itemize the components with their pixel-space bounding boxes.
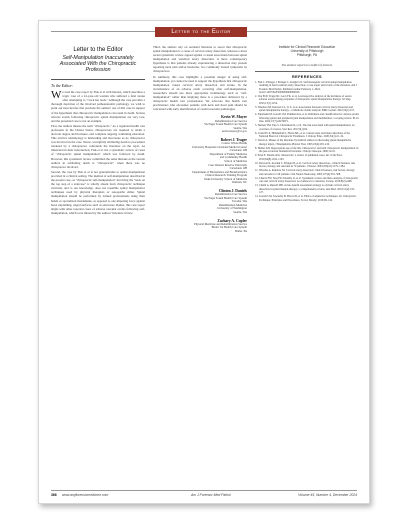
author-institution bbox=[255, 45, 359, 58]
author-affiliation-line: kevin.mayer@va.gov bbox=[222, 129, 247, 134]
author-affiliation-line: University of Washington bbox=[217, 206, 247, 211]
author-affiliation-line: Cleveland, OH bbox=[229, 148, 247, 153]
author-affiliation-line: University Hospitals Cleveland Medical Center bbox=[192, 144, 247, 149]
author-affiliation-line: Case Western Reserve University bbox=[208, 162, 247, 167]
body-paragraph: Second, the case by Fisk et al is not generalizable to spinal manipulation provided in a clinical setting. The method of self-manipulation described in the present case, as "chiropractic self-manipulation" involving the "neck on the top step of a staircase" is wholly absent from chiropractic technique curricula, and to our knowledge, does not resemble spinal manipulative techniques used by physical therapists or osteopaths either. Spinal manipulation should be performed by trained professionals using their hands or specialized instruments, as opposed to one imposing force against hard, unyielding, edged surfaces such as staircases. Rather, this case report aligns with other reported cases of adverse vascular events following self-manipulation, which were missed by the authors' literature review. bbox=[51, 170, 145, 215]
author-affiliation-line: Seattle, WA bbox=[233, 209, 247, 214]
author-affiliation-line: Butler, PA bbox=[235, 229, 247, 233]
issue-info: Volume 45, Number 4, December 2024 bbox=[298, 493, 357, 498]
body-paragraph: In summary, this case highlights a potential danger of using self-manipulation, yet cannot be used to support the hypothesis that chiropractic manipulation causes cervical artery dissection and stroke. In the circumstance of an adverse event occurring after self-manipulation, researchers should use more appropriate terminology such as "self-manipulation" rather than implying there is a procedure delivered by a chiropractic health care professional. We advocate that health care practitioners who encounter patients with neck and head pain should be concerned with early identification of cerebrovascular pathologies. bbox=[153, 74, 247, 112]
author-block bbox=[153, 115, 247, 134]
reference-item: 4. Funabashi M, Gorrell LM, Pohlman KA, et al. Definition and classification for adverse events following spinal and peripheral joint manipulation and mobilization: a scoping review. PLoS One. 2022;17(7):e0270671. bbox=[255, 113, 359, 124]
author-affiliation-line: Department of Biostatistics and Bioinformatics bbox=[192, 169, 247, 174]
letter-subtitle: Self-Manipulation Inaccurately Associated With the Chiropractic Profession bbox=[59, 55, 137, 74]
page-number: 366 bbox=[51, 493, 57, 498]
references-heading: REFERENCES bbox=[292, 74, 322, 79]
reference-item: 9. Ernst E. Deaths after chiropractic: a review of published cases. Int J Clin Pract. 2010;64(8):1162–1165. bbox=[255, 154, 343, 161]
author-block bbox=[153, 189, 247, 215]
author-affiliation-line: Butler VA Health Care System bbox=[211, 225, 247, 230]
reference-item: 14. Gorrell LM, Sawatzky B, Brown B, et al. Ethics of adjunctive techniques. In: Chiropractic Technique: Principles and Procedures. 3rd ed. Mosby; 2010:96–142. bbox=[255, 195, 357, 202]
author-block bbox=[153, 138, 247, 185]
journal-page bbox=[38, 20, 370, 504]
author-affiliation-line: Connor Whole Health bbox=[221, 141, 247, 146]
page-footer bbox=[51, 490, 357, 498]
reference-item: 1. Fisk C, Ettinger J, Ettinger C, Knight LO. Self-therapeutic cervical spinal manipulation resulting in fatal vertebral artery dissection: a case report and review of the literature. Am J Forensic Med Pathol. Published online February 1, 2024. doi:10.1097/PAF.0000000000000926 bbox=[255, 80, 357, 94]
conflict-of-interest-note: The authors report no conflict of interest. bbox=[281, 62, 333, 67]
reference-item: 2. Chu ECP, Trager RJ, Lee LYK, et al. A retrospective analysis of the incidence of severe adverse events among recipients of chiropractic spinal manipulative therapy. Sci Rep. 2023;13(1):1254. bbox=[255, 95, 352, 105]
author-affiliation-line: Physical Medicine and Rehabilitation Service bbox=[194, 221, 247, 226]
institution-line: Institute for Clinical Research Education bbox=[278, 45, 336, 49]
author-affiliation-line: School of Medicine bbox=[224, 158, 247, 163]
author-affiliation-line: VA Puget Sound Health Care System bbox=[204, 195, 247, 200]
author-affiliation-line: and Community Health bbox=[219, 155, 247, 160]
section-banner: Letter to the Editor bbox=[155, 27, 247, 37]
journal-name: Am J Forensic Med Pathol bbox=[191, 493, 231, 498]
column-left bbox=[51, 45, 145, 216]
author-affiliation-line: Department of Family Medicine bbox=[209, 151, 247, 156]
column-right bbox=[255, 45, 359, 203]
reference-item: 7. Terrett A. Misuse of the literature by medical authors in discussing spinal manipulative therapy injury. J Manipulative Physiol Ther. 1995;18(4):203–210. bbox=[255, 139, 352, 146]
reference-item: 11. Whedon A, Rainbow M. Cervical artery dissection: clinical features, risk factors, therapy and outcome in 126 patients. Clin Neurol Neurosurg. 2005;107(4):301–308. bbox=[255, 169, 355, 176]
author-affiliation-line: Tacoma, WA bbox=[232, 199, 247, 204]
reference-item: 5. Nielsen SM, Tarp S, Christensen R, et al. The risk associated with spinal manipulation: an overview of reviews. Syst Rev. 2017;6(1):64. bbox=[255, 124, 355, 131]
author-affiliation-line: Rehabilitation Care Service bbox=[215, 118, 247, 123]
title-divider bbox=[51, 79, 145, 80]
author-affiliation-line: Durham, NC bbox=[232, 180, 247, 185]
author-list bbox=[153, 115, 247, 233]
author-affiliation-line: Duke University School of Medicine bbox=[204, 176, 247, 181]
reference-item: 10. Dawson R, Kotsiuk C, Ettinger B, et al. Cervical artery dissection—clinical features, risk factors, therapy and outcome in 70 patients. J Neurol. 2003;250(10):1179–1184. bbox=[255, 161, 355, 169]
column-middle bbox=[153, 45, 247, 234]
author-affiliation-line: Rehabilitation Medicine bbox=[218, 202, 247, 207]
reference-item: 12. Church EW, Sieg EP, Zalatimo O, et al. Systematic review and meta-analysis of chiropractic care and cervical artery dissection: no evidence for causation. Cureus. 2016;8(2):e498. bbox=[255, 176, 359, 184]
body-paragraph bbox=[51, 90, 145, 122]
institution-line: University of Pittsburgh bbox=[290, 49, 324, 54]
journal-url[interactable]: www.amjforensicmedicine.com bbox=[62, 493, 109, 498]
references-list bbox=[255, 81, 359, 203]
author-affiliation-line: Seattle, WA bbox=[233, 125, 247, 130]
paragraph-text: e read the case report by Fisk et al with interest, which describes a tragic case of a 41-year-old woman who suffered a fatal stroke after attempting to "crack her neck." Although the case provides a thorough depiction of the involved pathoanatomic pathology, we wish to point out inaccuracies that preclude the authors' use of this case in support of the hypothesis that chiropractic manipulation can result in death. Serious adverse events following chiropractic spinal manipulation are very rare, and the presented case is not an example. bbox=[51, 90, 145, 123]
references-divider bbox=[255, 71, 359, 72]
institution-line: Pittsburgh, PA bbox=[296, 53, 318, 58]
author-name: Zachary A. Cupler bbox=[217, 218, 247, 223]
letter-title: Letter to the Editor bbox=[73, 47, 123, 53]
author-affiliation-line: Rehabilitation Care Service bbox=[215, 192, 247, 197]
author-name: Robert J. Trager bbox=[220, 137, 247, 142]
reference-item: 13. Chaibi A, Russell MB. A risk–benefit assessment strategy to exclude cervical artery dissection in spinal manual-therapy: a comprehensive review. Ann Med. 2019;51(2):118–127. bbox=[255, 184, 356, 195]
author-affiliation-line: Cleveland, OH bbox=[229, 166, 247, 171]
drop-cap: W bbox=[51, 88, 62, 101]
author-affiliation-line: VA Puget Sound Health Care System bbox=[204, 122, 247, 127]
author-name: Clinton J. Daniels bbox=[218, 188, 247, 193]
reference-item: 8. Haldor AH. Inappropriate use of the title 'chiropractor' and term 'chiropractic manipulation' in the peer-reviewed biomedical literature. Chiropr Osteopat. 2006;14:16. bbox=[255, 146, 359, 154]
reference-item: 3. Whedon JM, Petersen CL, Li Z, et al. Association between cervical artery dissection and spinal manipulative therapy—a Medicare claims analysis. BMC Geriatr. 2022;22(1):917. bbox=[255, 105, 355, 113]
reference-item: 6. Cram NS Jr, Himmelfarb I, Harris ML, et al. Current state and future directions of the National Board of Chiropractic Examiners. J Chiropr Educ. 2020;34(1):21–34. bbox=[255, 131, 350, 139]
author-affiliation-line: Clinical Research Training Program bbox=[205, 173, 247, 178]
author-name: Kevin W. Mayer bbox=[221, 115, 247, 120]
author-block bbox=[153, 219, 247, 234]
body-paragraph: Third, the authors rely on outdated literature to assert that chiropractic spinal manipulation is a cause of cervical artery dissection, whereas a more recent systematic review argued against a causal association between spinal manipulation and vertebral artery dissection. A more contemporary hypothesis is that patients already experiencing a dissection may present reporting neck pain and/or headache, two commonly treated symptoms by chiropractors. bbox=[153, 45, 247, 74]
salutation: To the Editor: bbox=[51, 83, 74, 89]
body-paragraph: First, the authors misuse the term "chiropractic." As a regulated health care profession in the United States, chiropractors are required to attain a doctoral degree and licensure, and complete ongoing continuing education. This article's terminology is misleading and inaccurate as no chiropractor was involved in the case. Worse, wrongfully attributing death to procedures rendered by a chiropractor confounds the literature on the topic. As illustrated in their introduction, Fisk et al cite a systematic review of cases of "chiropractic spinal manipulation" which was followed by death. However, this systematic review committed the same mistake as the current authors in attributing death to "chiropractic" when there was no chiropractor involved. bbox=[51, 124, 145, 169]
